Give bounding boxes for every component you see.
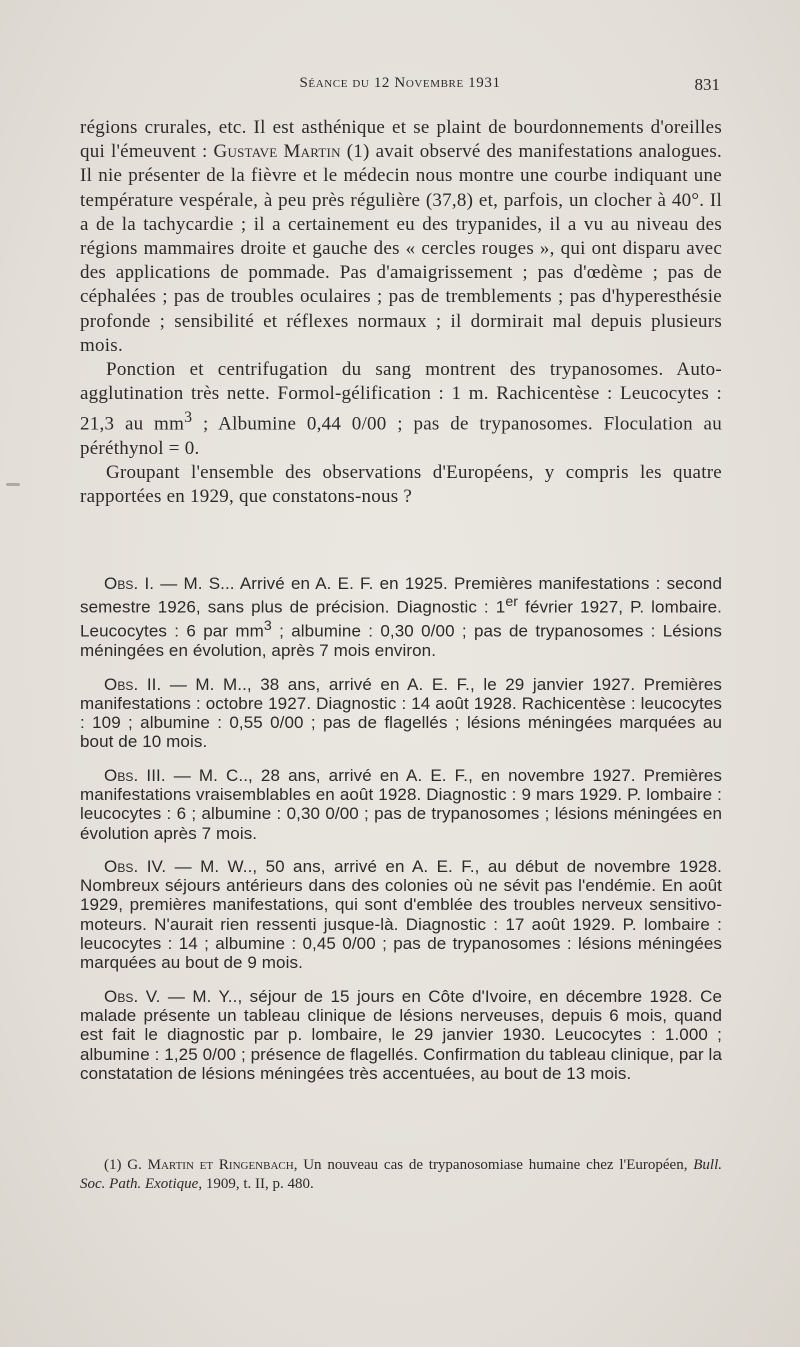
observation-text: — M. Y.., séjour de 15 jours en Côte d'Ivoire, en décembre 1928. Ce malade présente un tableau clinique de lésions nerveuses, depuis 6 mois, quand est fait le diagnostic par p. lombaire, le 29 janvier 1930. Leucocytes : 1.000 ; albumine : 1,25 0/00 ; présence de flagellés. Confirmation du tableau clinique, par la constatation de lésions méningées très accentuées, au bout de 13 mois. [80, 986, 722, 1083]
page-number: 831 [694, 75, 720, 94]
observation-label: Obs. I. [104, 574, 155, 593]
observation-text: — M. S... Arrivé en A. E. F. en 1925. Premières manifestations : second semestre 1926, sans plus de précision. Diagnostic : 1 [80, 574, 722, 617]
observation-label: Obs. II. [104, 674, 162, 694]
observation-1 [80, 574, 722, 661]
paragraph-1 [80, 116, 722, 358]
observation-5 [80, 987, 722, 1083]
observation-2 [80, 675, 722, 752]
footnote-authors: G. Martin et Ringenbach [127, 1157, 294, 1173]
running-title: Séance du 12 Novembre 1931 [299, 75, 501, 91]
paragraph-2 [80, 358, 722, 461]
footnote-journal: Bull. Soc. Path. Exotique [80, 1157, 722, 1192]
footnote [80, 1156, 722, 1194]
observation-label: Obs. V. [104, 986, 161, 1006]
observation-text: — M. C.., 28 ans, arrivé en A. E. F., en novembre 1927. Premières manifestations vraisemblables en août 1928. Diagnostic : 9 mars 1929. P. lombaire : leucocytes : 6 ; albumine : 0,30 0/00 ; pas de trypanosomes ; lésions méningées en évolution après 7 mois. [80, 765, 722, 843]
observation-4 [80, 857, 722, 973]
body-text [80, 116, 722, 510]
paragraph-1-text-b: (1) avait observé des manifestations analogues. Il nie présenter de la fièvre et le médecin nous montre une courbe indiquant une température vespérale, à peu près régulière (37,8) et, parfois, un clocher à 40°. Il a de la tachycardie ; il a certainement eu des trypanides, il a vu au niveau des régions mammaires droite et gauche des « cercles rouges », qui ont disparu avec des applications de pommade. Pas d'amaigrissement ; pas d'œdème ; pas de céphalées ; pas de troubles oculaires ; pas de tremblements ; pas d'hyperesthésie profonde ; sensibilité et réflexes normaux ; il dormirait mal depuis plusieurs mois. [80, 141, 722, 356]
observation-text: — M. M.., 38 ans, arrivé en A. E. F., le 29 janvier 1927. Premières manifestations : octobre 1927. Diagnostic : 14 août 1928. Rachicentèse : leucocytes : 109 ; albumine : 0,55 0/00 ; pas de flagellés ; lésions méningées marquées au bout de 10 mois. [80, 674, 722, 752]
superscript: 3 [263, 618, 272, 635]
observation-label: Obs. IV. [104, 856, 167, 876]
observation-text: — M. W.., 50 ans, arrivé en A. E. F., au début de novembre 1928. Nombreux séjours antérieurs dans des colonies où ne sévit pas l'endémie. En août 1929, premières manifestations, qui sont d'emblée des troubles nerveux sensitivo-moteurs. N'aurait rien ressenti jusque-là. Diagnostic : 17 août 1929. P. lombaire : leucocytes : 14 ; albumine : 0,45 0/00 ; pas de trypanosomes : lésions méningées marquées au bout de 9 mois. [80, 856, 722, 973]
footnote-number: (1) [104, 1157, 128, 1173]
observation-3 [80, 766, 722, 843]
observation-label: Obs. III. [104, 765, 166, 785]
author-name: Gustave Martin [213, 141, 341, 163]
observation-text: février 1927, P. lombaire. Leucocytes : 6 par mm [80, 597, 722, 641]
superscript: er [505, 594, 519, 611]
footnote-reference: , 1909, t. II, p. 480. [198, 1176, 314, 1192]
observation-text: ; albumine : 0,30 0/00 ; pas de trypanosomes : Lésions méningées en évolution, après 7 mois environ. [80, 621, 722, 661]
page-mark [6, 483, 20, 486]
paragraph-2-text-a: Ponction et centrifugation du sang montrent des trypanosomes. Auto-agglutination très nette. Formol-gélification : 1 m. Rachicentèse : Leucocytes : 21,3 au mm [80, 359, 722, 435]
paragraph-2-text-b: ; Albumine 0,44 0/00 ; pas de trypanosomes. Floculation au péréthynol = 0. [80, 413, 722, 459]
superscript: 3 [184, 409, 193, 427]
paragraph-3: Groupant l'ensemble des observations d'Européens, y compris les quatre rapportées en 1929, que constatons-nous ? [80, 462, 722, 508]
page-header [80, 72, 720, 98]
observations-list [80, 574, 722, 1097]
paragraph-1-text-a: régions crurales, etc. Il est asthénique et se plaint de bourdonnements d'oreilles qui l'émeuvent : [80, 117, 722, 163]
footnote-title: , Un nouveau cas de trypanosomiase humaine chez l'Européen, [293, 1157, 694, 1173]
